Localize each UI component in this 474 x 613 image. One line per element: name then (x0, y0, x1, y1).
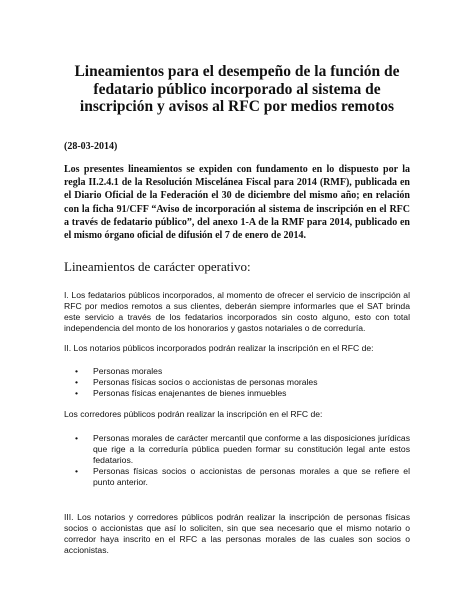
bullet-icon: • (75, 377, 79, 387)
bullet-icon: • (75, 366, 79, 376)
list-item (64, 466, 410, 488)
list-item (64, 366, 410, 377)
corredores-list (64, 433, 410, 488)
bullet-icon: • (75, 388, 79, 398)
list-item (64, 377, 410, 388)
list-item-text: Personas morales (93, 366, 163, 376)
paragraph-ii: II. Los notarios públicos incorporados podrán realizar la inscripción en el RFC de: (64, 343, 374, 353)
document-title: Lineamientos para el desempeño de la función de fedatario público incorporado al sistema de inscripción y avisos al RFC por medios remotos (74, 63, 400, 115)
bullet-icon: • (75, 466, 79, 476)
document-date: (28-03-2014) (64, 141, 118, 152)
section-heading: Lineamientos de carácter operativo: (64, 259, 251, 274)
list-item (64, 388, 410, 399)
intro-paragraph: Los presentes lineamientos se expiden con fundamento en lo dispuesto por la regla II.2.4.1 de la Resolución Miscelánea Fiscal para 2014 (RMF), publicada en el Diario Oficial de la Federación el 30 de diciembre del mismo año; en relación con la ficha 91/CFF “Aviso de incorporación al sistema de inscripción en el RFC a través de fedatario público”, del anexo 1-A de la RMF para 2014, publicado en el mismo órgano oficial de difusión el 7 de enero de 2014. (64, 164, 410, 242)
paragraph-i: I. Los fedatarios públicos incorporados, al momento de ofrecer el servicio de inscripción al RFC por medios remotos a sus clientes, deberán siempre informarles que el SAT brinda este servicio a través de los fedatarios incorporados sin costo alguno, esto con total independencia del monto de los honorarios y gastos notariales o de correduría. (64, 290, 410, 333)
list-item-text: Personas morales de carácter mercantil que conforme a las disposiciones jurídicas que rige a la correduría pública pueden formar su constitución legal ante estos fedatarios. (93, 433, 410, 465)
list-item-text: Personas físicas socios o accionistas de personas morales a que se refiere el punto anterior. (93, 466, 410, 487)
corredores-paragraph: Los corredores públicos podrán realizar la inscripción en el RFC de: (64, 409, 323, 419)
paragraph-iii: III. Los notarios y corredores públicos podrán realizar la inscripción de personas físicas socios o accionistas que así lo soliciten, sin que sea necesario que el mismo notario o corredor haya inscrito en el RFC a las personas morales de las cuales son socios o accionistas. (64, 512, 410, 555)
list-item-text: Personas físicas enajenantes de bienes inmuebles (93, 388, 287, 398)
notarios-list (64, 366, 410, 399)
list-item-text: Personas físicas socios o accionistas de personas morales (93, 377, 318, 387)
bullet-icon: • (75, 433, 79, 443)
list-item (64, 433, 410, 466)
